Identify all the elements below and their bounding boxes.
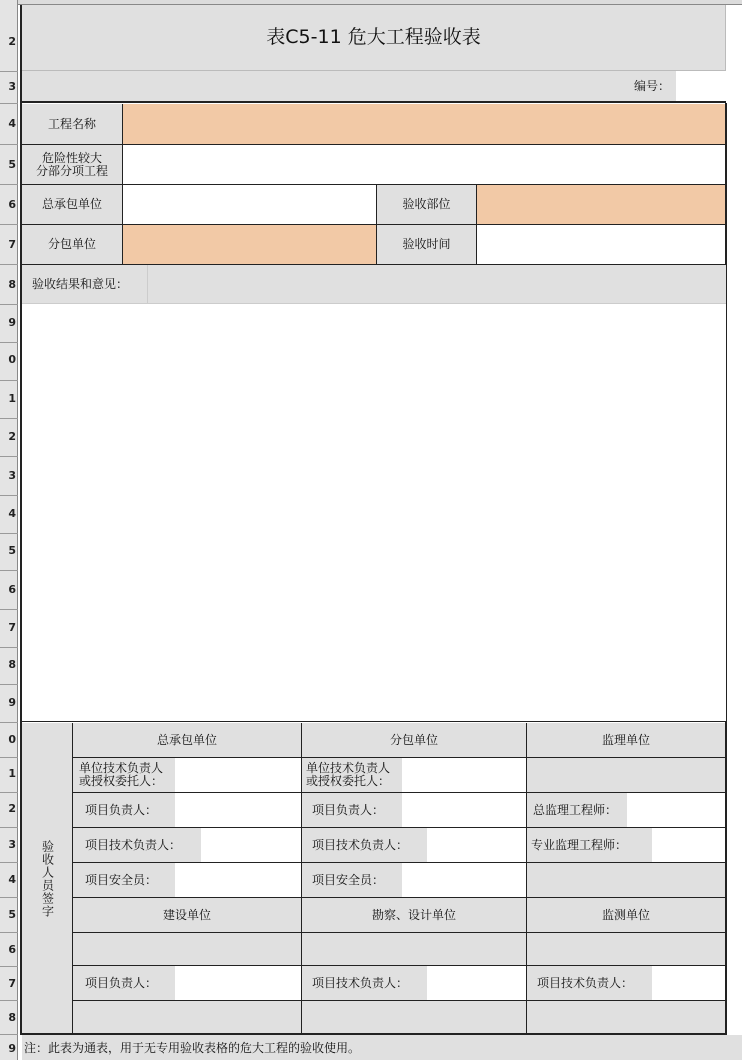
row-divider: [0, 456, 18, 457]
row-number[interactable]: 4: [8, 873, 16, 886]
specialty-supervisor-label: 专业监理工程师：: [527, 828, 652, 863]
row-divider: [0, 827, 18, 828]
monitoring-empty-row: [527, 933, 726, 966]
row-header-strip: [0, 0, 18, 1060]
col-general-contractor: 总承包单位: [73, 723, 302, 758]
col-survey-design: 勘察、设计单位: [302, 898, 527, 933]
row-number[interactable]: 9: [8, 696, 16, 709]
col-subcontractor: 分包单位: [302, 723, 527, 758]
signature-side-label: [22, 723, 73, 1035]
monitoring-empty-bottom: [527, 1001, 726, 1035]
result-label: 验收结果和意见：: [22, 265, 148, 304]
serial-input[interactable]: [676, 71, 726, 103]
general-contractor-field[interactable]: [123, 185, 377, 225]
row-divider: [0, 757, 18, 758]
col-owner: 建设单位: [73, 898, 302, 933]
row-divider: [0, 609, 18, 610]
accept-time-label: 验收时间: [377, 225, 477, 265]
gc-tech-resp-field[interactable]: [175, 758, 302, 793]
row-number[interactable]: 4: [8, 117, 16, 130]
subcontractor-label: 分包单位: [22, 225, 123, 265]
row-number[interactable]: 7: [8, 977, 16, 990]
gc-pm-label: 项目负责人：: [73, 793, 175, 828]
row-divider: [0, 533, 18, 534]
gc-tech-manager-label: 项目技术负责人：: [73, 828, 201, 863]
row-number[interactable]: 4: [8, 507, 16, 520]
specialty-supervisor-field[interactable]: [652, 828, 726, 863]
row-number[interactable]: 0: [8, 353, 16, 366]
row-number[interactable]: 0: [8, 733, 16, 746]
survey-empty-bottom: [302, 1001, 527, 1035]
row-divider: [0, 570, 18, 571]
row-divider: [0, 103, 18, 104]
sub-tech-resp-line1: 单位技术负责人: [306, 761, 391, 775]
row-number[interactable]: 9: [8, 1042, 16, 1055]
row-number[interactable]: 3: [8, 80, 16, 93]
row-number[interactable]: 1: [8, 392, 16, 405]
monitoring-tech-manager-field[interactable]: [652, 966, 726, 1001]
hazard-project-label-line2: 分部分项工程: [35, 163, 108, 178]
row-number[interactable]: 3: [8, 838, 16, 851]
hazard-project-field[interactable]: [123, 145, 726, 185]
row-number[interactable]: 2: [8, 430, 16, 443]
accept-time-field[interactable]: [477, 225, 726, 265]
general-contractor-label: 总承包单位: [22, 185, 123, 225]
row-number[interactable]: 6: [8, 943, 16, 956]
row-divider: [0, 144, 18, 145]
owner-pm-label: 项目负责人：: [73, 966, 175, 1001]
result-text-area[interactable]: [22, 304, 726, 722]
result-header-fill: [148, 265, 726, 304]
row-number[interactable]: 8: [8, 1011, 16, 1024]
row-divider: [0, 1034, 18, 1035]
sub-tech-manager-field[interactable]: [427, 828, 527, 863]
row-divider: [0, 224, 18, 225]
chief-supervisor-label: 总监理工程师：: [527, 793, 627, 828]
footer-note: 注：此表为通表，用于无专用验收表格的危大工程的验收使用。: [22, 1035, 742, 1060]
row-number[interactable]: 6: [8, 583, 16, 596]
page-title: 表C5-11 危大工程验收表: [22, 5, 726, 71]
serial-row-spacer: [22, 71, 628, 103]
project-name-label: 工程名称: [22, 104, 123, 145]
row-divider: [0, 380, 18, 381]
accept-part-field[interactable]: [477, 185, 726, 225]
row-divider: [0, 792, 18, 793]
row-divider: [0, 722, 18, 723]
row-number[interactable]: 5: [8, 908, 16, 921]
gc-safety-label: 项目安全员：: [73, 863, 175, 898]
row-divider: [0, 304, 18, 305]
signature-side-text: 验收人员签字: [40, 839, 55, 918]
sub-tech-resp-field[interactable]: [402, 758, 527, 793]
gc-tech-resp-line2: 或授权委托人：: [79, 774, 164, 788]
row-number[interactable]: 3: [8, 469, 16, 482]
sub-tech-resp-line2: 或授权委托人：: [306, 774, 391, 788]
monitoring-tech-manager-label: 项目技术负责人：: [527, 966, 652, 1001]
row-divider: [0, 684, 18, 685]
sub-safety-field[interactable]: [402, 863, 527, 898]
row-divider: [0, 495, 18, 496]
row-divider: [0, 184, 18, 185]
owner-empty-row: [73, 933, 302, 966]
sub-tech-resp-label: [302, 758, 402, 793]
col-supervision: 监理单位: [527, 723, 726, 758]
serial-label: 编号：: [628, 71, 676, 103]
subcontractor-field[interactable]: [123, 225, 377, 265]
row-divider: [0, 342, 18, 343]
gc-safety-field[interactable]: [175, 863, 302, 898]
owner-empty-bottom: [73, 1001, 302, 1035]
row-number[interactable]: 5: [8, 158, 16, 171]
row-number[interactable]: 1: [8, 767, 16, 780]
col-monitoring: 监测单位: [527, 898, 726, 933]
sub-tech-manager-label: 项目技术负责人：: [302, 828, 427, 863]
gc-tech-resp-line1: 单位技术负责人: [79, 761, 164, 775]
supervision-empty-1: [527, 758, 726, 793]
gc-pm-field[interactable]: [175, 793, 302, 828]
hazard-project-label-line1: 危险性较大: [41, 150, 102, 165]
row-divider: [0, 966, 18, 967]
supervision-empty-4: [527, 863, 726, 898]
row-number[interactable]: 6: [8, 198, 16, 211]
row-divider: [0, 71, 18, 72]
row-number[interactable]: 9: [8, 316, 16, 329]
row-divider: [0, 647, 18, 648]
row-number[interactable]: 8: [8, 658, 16, 671]
gc-tech-resp-label: [73, 758, 175, 793]
survey-tech-manager-label: 项目技术负责人：: [302, 966, 427, 1001]
row-divider: [0, 932, 18, 933]
row-number[interactable]: 2: [8, 35, 16, 48]
sub-pm-field[interactable]: [402, 793, 527, 828]
row-number[interactable]: 2: [8, 802, 16, 815]
row-divider: [0, 897, 18, 898]
owner-pm-field[interactable]: [175, 966, 302, 1001]
row-divider: [0, 418, 18, 419]
sub-safety-label: 项目安全员：: [302, 863, 402, 898]
hazard-project-label: [22, 145, 123, 185]
row-divider: [0, 1000, 18, 1001]
sub-pm-label: 项目负责人：: [302, 793, 402, 828]
survey-tech-manager-field[interactable]: [427, 966, 527, 1001]
project-name-field[interactable]: [123, 104, 726, 145]
accept-part-label: 验收部位: [377, 185, 477, 225]
gc-tech-manager-field[interactable]: [201, 828, 302, 863]
row-number[interactable]: 7: [8, 238, 16, 251]
row-number[interactable]: 7: [8, 621, 16, 634]
survey-empty-row: [302, 933, 527, 966]
row-number[interactable]: 5: [8, 544, 16, 557]
row-number[interactable]: 8: [8, 278, 16, 291]
row-divider: [0, 264, 18, 265]
chief-supervisor-field[interactable]: [627, 793, 726, 828]
row-divider: [0, 862, 18, 863]
